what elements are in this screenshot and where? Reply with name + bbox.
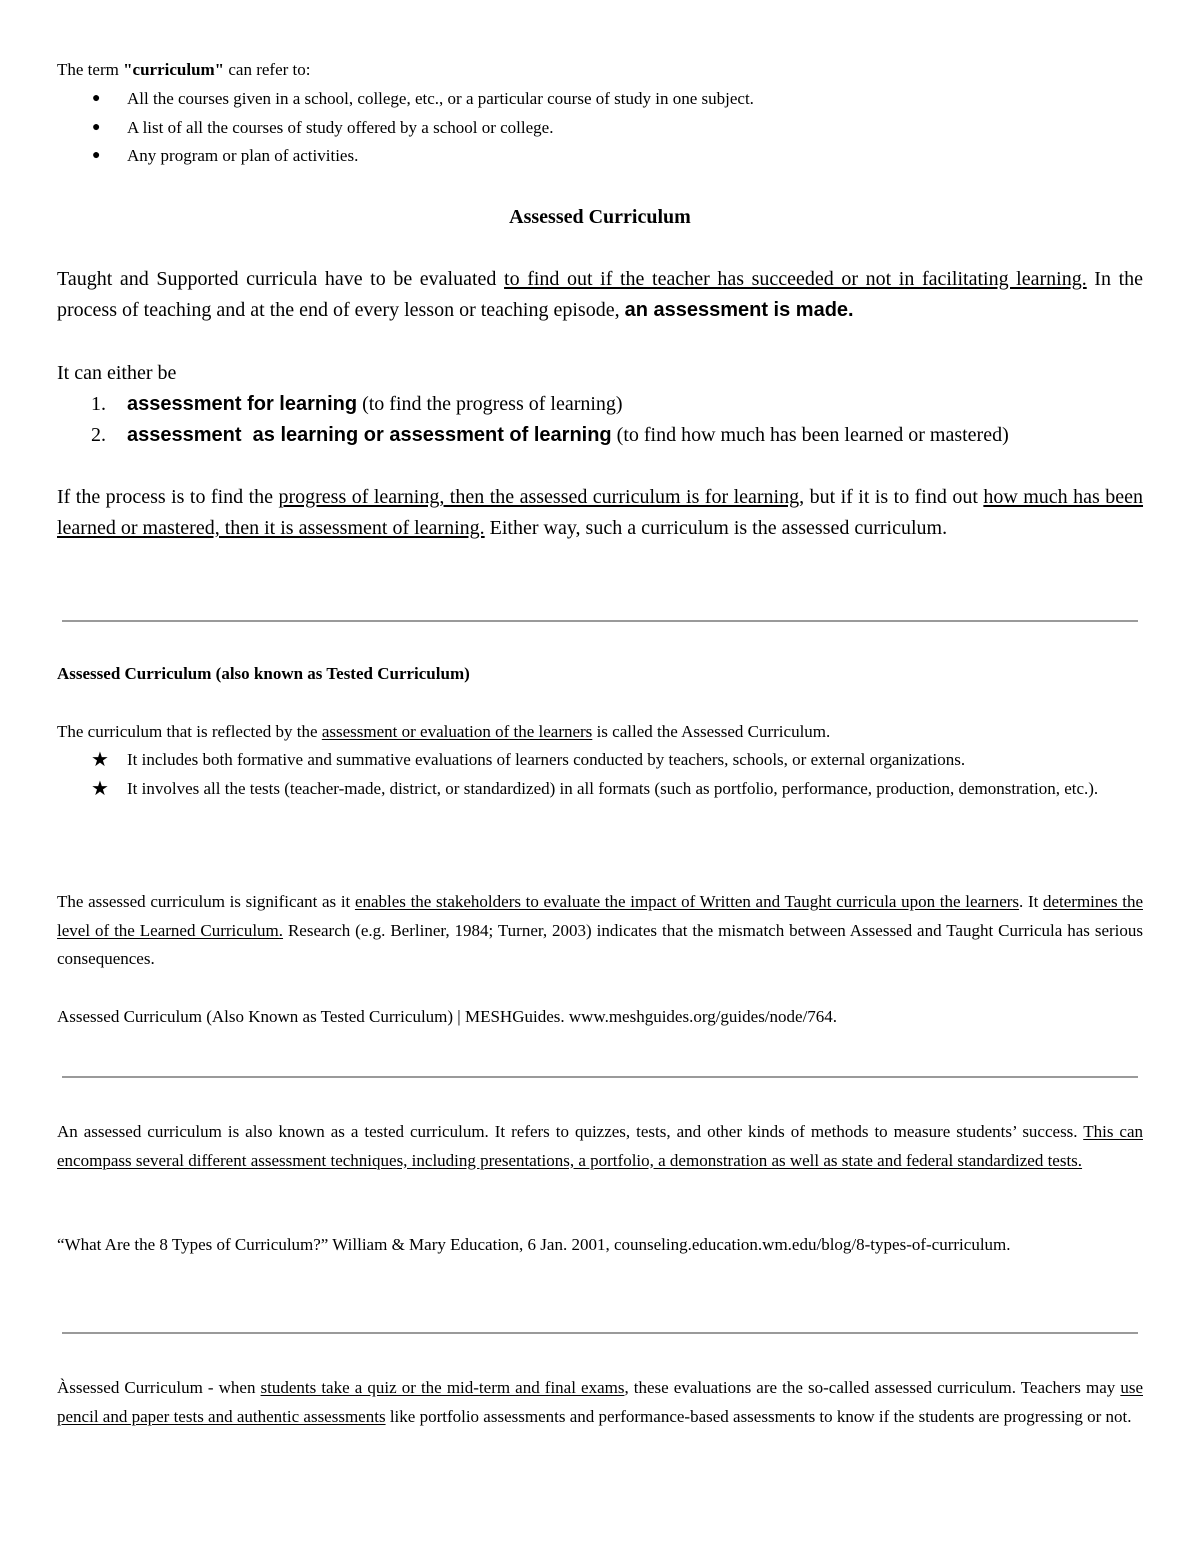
star-icon: ★ (91, 749, 109, 771)
list-item: ● Any program or plan of activities. (57, 142, 1143, 171)
list-item: ★ It includes both formative and summative evaluations of learners conducted by teachers, schools, or external organizations. (57, 746, 1143, 775)
bold-text: an assessment is made. (624, 299, 854, 321)
list-item: ● All the courses given in a school, college, etc., or a particular course of study in one subject. (57, 85, 1143, 114)
bullet-icon: ● (92, 148, 101, 163)
section-heading: Assessed Curriculum (509, 206, 691, 228)
intro-bullet-list (57, 85, 1143, 171)
list-item: ● A list of all the courses of study offered by a school or college. (57, 114, 1143, 143)
intro-lead: The term (57, 60, 124, 79)
bold-text: assessment as learning or assessment of learning (127, 424, 612, 446)
star-icon: ★ (91, 777, 109, 800)
underlined-text: enables the stakeholders to evaluate the impact of Written and Taught curricula upon the learners (354, 892, 1020, 911)
list-item: 1. assessment for learning (to find the progress of learning) (91, 393, 623, 415)
list-item: 2. assessment as learning or assessment of learning (to find how much has been learned or mastered) (91, 424, 1009, 446)
bullet-icon: ● (92, 91, 101, 106)
divider (62, 1076, 1138, 1078)
underlined-text: assessment or evaluation of the learners (321, 722, 593, 741)
citation: “What Are the 8 Types of Curriculum?” William & Mary Education, 6 Jan. 2001, counseling.education.wm.edu/blog/8-types-of-curriculum. (57, 1235, 1011, 1254)
divider (62, 1332, 1138, 1334)
underlined-text: how much has been learned or mastered, then it is assessment of learning. (57, 486, 1144, 539)
intro-line (57, 56, 1143, 85)
underlined-text: use pencil and paper tests and authentic assessments (57, 1378, 1143, 1426)
underlined-text: progress of learning, then the assessed curriculum is for learning (278, 486, 800, 508)
assessment-type-list (57, 389, 1143, 451)
underlined-text: students take a quiz or the mid-term and final exams (260, 1378, 625, 1397)
list-item: ★ It involves all the tests (teacher-made, district, or standardized) in all formats (such as portfolio, performance, production, demonstration, etc.). (57, 775, 1143, 804)
section2-paragraph-1: The curriculum that is reflected by the assessment or evaluation of the learners is called the Assessed Curriculum. (57, 722, 831, 741)
section1-paragraph-1: Taught and Supported curricula have to be evaluated to find out if the teacher has succeeded or not in facilitating learning. In the process of teaching and at the end of every lesson or teaching episode, an assessment is made. (57, 268, 1143, 321)
citation: Assessed Curriculum (Also Known as Tested Curriculum) | MESHGuides. www.meshguides.org/guides/node/764. (57, 1007, 838, 1026)
underlined-text: This can encompass several different assessment techniques, including presentations, a portfolio, a demonstration as well as state and federal standardized tests. (57, 1122, 1143, 1170)
intro-lead-end: can refer to: (224, 60, 311, 79)
star-list (57, 746, 1143, 803)
intro-term: "curriculum" (123, 60, 225, 79)
section1-paragraph-2: If the process is to find the progress of learning, then the assessed curriculum is for learning, but if it is to find out how much has been learned or mastered, then it is assessment of learning. Either way, such a curriculum is the assessed curriculum. (57, 486, 1144, 539)
underlined-text: determines the level of the Learned Curriculum. (57, 892, 1143, 940)
section4-paragraph-1: Àssessed Curriculum - when students take a quiz or the mid-term and final exams, these evaluations are the so-called assessed curriculum. Teachers may use pencil and paper tests and authentic assessments like portfolio assessments and performance-based assessments to know if the students are progressing or not. (57, 1378, 1143, 1426)
underlined-text: to find out if the teacher has succeeded or not in facilitating learning. (504, 268, 1087, 290)
bullet-icon: ● (92, 119, 101, 135)
divider (62, 620, 1138, 622)
section2-paragraph-2: The assessed curriculum is significant as it enables the stakeholders to evaluate the impact of Written and Taught curricula upon the learners. It determines the level of the Learned Curriculum. Research (e.g. Berliner, 1984; Turner, 2003) indicates that the mismatch between Assessed and Taught Curricula has serious consequences. (57, 892, 1143, 968)
section3-paragraph-1: An assessed curriculum is also known as a tested curriculum. It refers to quizzes, tests, and other kinds of methods to measure students’ success. This can encompass several different assessment techniques, including presentations, a portfolio, a demonstration as well as state and federal standardized tests. (57, 1122, 1143, 1170)
bold-text: assessment for learning (127, 393, 358, 415)
either-line: It can either be (57, 362, 177, 384)
section-heading: Assessed Curriculum (also known as Tested Curriculum) (57, 664, 470, 683)
